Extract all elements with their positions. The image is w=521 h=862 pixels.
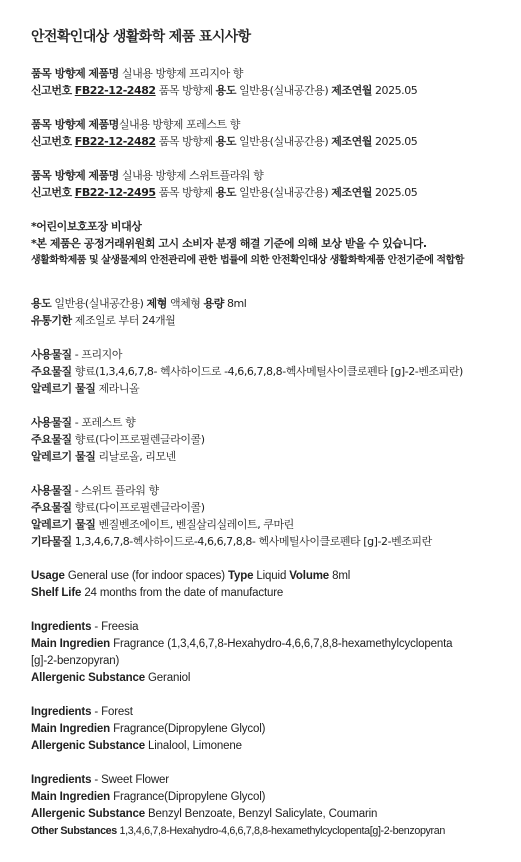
product-2-report-line: 신고번호 FB22-12-2482 품목 방향제 용도 일반용(실내공간용) 제조연월 2025.05: [31, 135, 418, 148]
report-number: FB22-12-2495: [74, 186, 156, 199]
ingredient-ko-3-main: 주요물질 향료(다이프로필렌글라이콜): [31, 501, 205, 514]
ingredient-ko-2-allergen: 알레르기 물질 리날로올, 리모넨: [31, 450, 176, 463]
ingredient-en-3-allergen: Allergenic Substance Benzyl Benzoate, Benzyl Salicylate, Coumarin: [31, 808, 378, 820]
notice-compliance: 생활화학제품 및 살생물제의 안전관리에 관한 법률에 의한 안전확인대상 생활화학제품 안전기준에 적합함: [31, 255, 464, 266]
ingredient-en-3-other: Other Substances 1,3,4,6,7,8-Hexahydro-4,6,6,7,8,8-hexamethylcyclopenta[g]-2-benzopyran: [31, 825, 445, 837]
product-1-name-line: 품목 방향제 제품명 실내용 방향제 프리지아 향: [31, 67, 243, 80]
ingredient-en-2-allergen: Allergenic Substance Linalool, Limonene: [31, 740, 242, 752]
product-3-report-line: 신고번호 FB22-12-2495 품목 방향제 용도 일반용(실내공간용) 제조연월 2025.05: [31, 186, 418, 199]
report-number: FB22-12-2482: [74, 84, 156, 97]
ingredient-en-2-main: Main Ingredien Fragrance(Dipropylene Glycol): [31, 723, 266, 735]
ingredient-ko-3-substance: 사용물질 - 스위트 플라워 향: [31, 484, 159, 497]
ingredient-en-1-allergen: Allergenic Substance Geraniol: [31, 672, 191, 684]
shelf-life-en-line: Shelf Life 24 months from the date of manufacture: [31, 587, 284, 599]
ingredient-en-1-name: Ingredients - Freesia: [31, 621, 139, 633]
product-1-report-line: 신고번호 FB22-12-2482 품목 방향제 용도 일반용(실내공간용) 제조연월 2025.05: [31, 84, 418, 97]
ingredient-ko-1-allergen: 알레르기 물질 제라니올: [31, 382, 140, 395]
ingredient-ko-1-substance: 사용물질 - 프리지아: [31, 348, 123, 361]
spec-ko-line: 용도 일반용(실내공간용) 제형 액체형 용량 8ml: [31, 297, 247, 310]
ingredient-ko-2-main: 주요물질 향료(다이프로필렌글라이콜): [31, 433, 205, 446]
spec-en-line: Usage General use (for indoor spaces) Type Liquid Volume 8ml: [31, 570, 351, 582]
ingredient-en-3-name: Ingredients - Sweet Flower: [31, 774, 169, 786]
ingredient-en-2-name: Ingredients - Forest: [31, 706, 133, 718]
ingredient-en-3-main: Main Ingredien Fragrance(Dipropylene Glycol): [31, 791, 266, 803]
product-2-name-line: 품목 방향제 제품명실내용 방향제 포레스트 향: [31, 118, 240, 131]
ingredient-en-1-main: Main Ingredien Fragrance (1,3,4,6,7,8-Hexahydro-4,6,6,7,8,8-hexamethylcyclopenta: [31, 638, 453, 650]
ingredient-ko-3-other: 기타물질 1,3,4,6,7,8-헥사하이드로-4,6,6,7,8,8- 헥사메틸사이클로펜타 [g]-2-벤조피란: [31, 535, 432, 548]
product-3-name-line: 품목 방향제 제품명 실내용 방향제 스위트플라워 향: [31, 169, 264, 182]
ingredient-ko-1-main: 주요물질 향료(1,3,4,6,7,8- 헥사하이드로 -4,6,6,7,8,8-헥사메틸사이클로펜타 [g]-2-벤조피란): [31, 365, 463, 378]
page-title: 안전확인대상 생활화학 제품 표시사항: [31, 29, 251, 45]
ingredient-en-1-main-cont: [g]-2-benzopyran): [31, 655, 120, 667]
ingredient-ko-3-allergen: 알레르기 물질 벤질벤조에이트, 벤질살리실레이트, 쿠마린: [31, 518, 294, 531]
notice-compensation: *본 제품은 공정거래위원회 고시 소비자 분쟁 해결 기준에 의해 보상 받을 수 있습니다.: [31, 237, 427, 250]
report-number: FB22-12-2482: [74, 135, 156, 148]
notice-child-packaging: *어린이보호포장 비대상: [31, 220, 142, 233]
shelf-life-ko-line: 유통기한 제조일로 부터 24개월: [31, 314, 176, 327]
ingredient-ko-2-substance: 사용물질 - 포레스트 향: [31, 416, 136, 429]
